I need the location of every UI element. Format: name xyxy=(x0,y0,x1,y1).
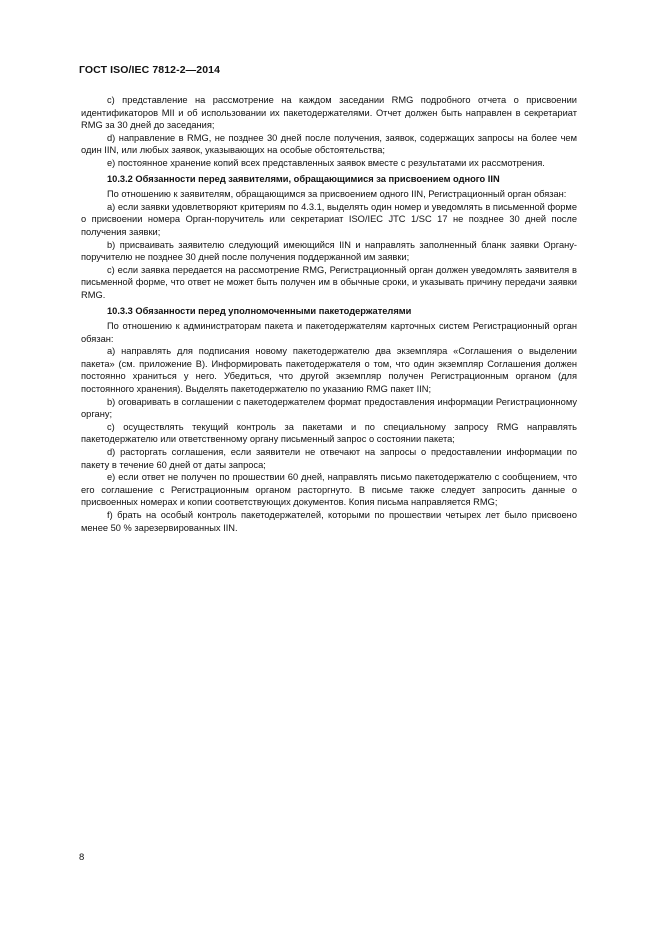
paragraph-c-notify: c) если заявка передается на рассмотрение RMG, Регистрационный орган должен уведомлять заявителя в письменной форме, что ответ не может быть получен им в обычные сроки, и указывать причину передачи заявки RMG. xyxy=(81,264,577,300)
paragraph-b-format: b) оговаривать в соглашении с пакетодержателем формат предоставления информации Регистрационному органу; xyxy=(81,396,577,420)
document-body xyxy=(81,94,577,534)
paragraph-d-forwarding: d) направление в RMG, не позднее 30 дней после получения, заявок, содержащих запросы на более чем один IIN, или любых заявок, указывающих на особые обстоятельства; xyxy=(81,132,577,156)
section-heading-10-3-2: 10.3.2 Обязанности перед заявителями, обращающимися за присвоением одного IIN xyxy=(107,173,500,184)
section-heading-10-3-3: 10.3.3 Обязанности перед уполномоченными пакетодержателями xyxy=(107,305,412,316)
paragraph-b-assign: b) присваивать заявителю следующий имеющийся IIN и направлять заполненный бланк заявки Органу-поручителю не позднее 30 дней после получения поддержанной им заявки; xyxy=(81,239,577,263)
paragraph-e-storage: e) постоянное хранение копий всех представленных заявок вместе с результатами их рассмотрения. xyxy=(107,157,545,168)
paragraph-intro-applicants: По отношению к заявителям, обращающимся за присвоением одного IIN, Регистрационный орган обязан: xyxy=(107,189,567,200)
paragraph-c-report: c) представление на рассмотрение на каждом заседании RMG подробного отчета о присвоении идентификаторов MII и об использовании их пакетодержателями. Отчет должен быть направлен в секретариат RMG за 30 дней до заседания; xyxy=(81,95,577,131)
paragraph-intro-holders: По отношению к администраторам пакета и пакетодержателям карточных систем Регистрационный орган обязан: xyxy=(81,321,577,344)
paragraph-a-agreement: a) направлять для подписания новому пакетодержателю два экземпляра «Соглашения о выделении пакета» (см. приложение В). Информировать пакетодержателя о том, что один экземпляр Соглашения должен постоянно храниться у него. Убедиться, что другой экземпляр получен Регистрационным органом (для постоянного хранения). Выделять пакетодержателю по указанию RMG пакет IIN; xyxy=(81,346,577,395)
paragraph-e-letter: e) если ответ не получен по прошествии 60 дней, направлять письмо пакетодержателю с сообщением, что его соглашение с Регистрационным органом расторгнуто. В письме также следует запросить данные о присвоенных номерах и копии соответствующих документов. Копия письма направляется RMG; xyxy=(81,472,577,508)
paragraph-f-control: f) брать на особый контроль пакетодержателей, которыми по прошествии четырех лет было присвоено менее 50 % зарезервированных IIN. xyxy=(81,510,577,533)
document-header: ГОСТ ISO/IEC 7812-2—2014 xyxy=(79,64,221,76)
paragraph-d-terminate: d) расторгать соглашения, если заявители не отвечают на запросы о предоставлении информации по пакету в течение 60 дней от даты запроса; xyxy=(81,447,577,470)
paragraph-c-monitor: c) осуществлять текущий контроль за пакетами и по специальному запросу RMG направлять пакетодержателю или ответственному органу письменный запрос о состоянии пакета; xyxy=(81,421,577,445)
paragraph-a-allocate: a) если заявки удовлетворяют критериям по 4.3.1, выделять один номер и уведомлять в письменной форме о присвоении номера Орган-поручитель или секретариат ISO/IEC JTC 1/SC 17 не позднее 30 дней после получения заявки; xyxy=(81,201,577,237)
page-number: 8 xyxy=(79,852,85,863)
